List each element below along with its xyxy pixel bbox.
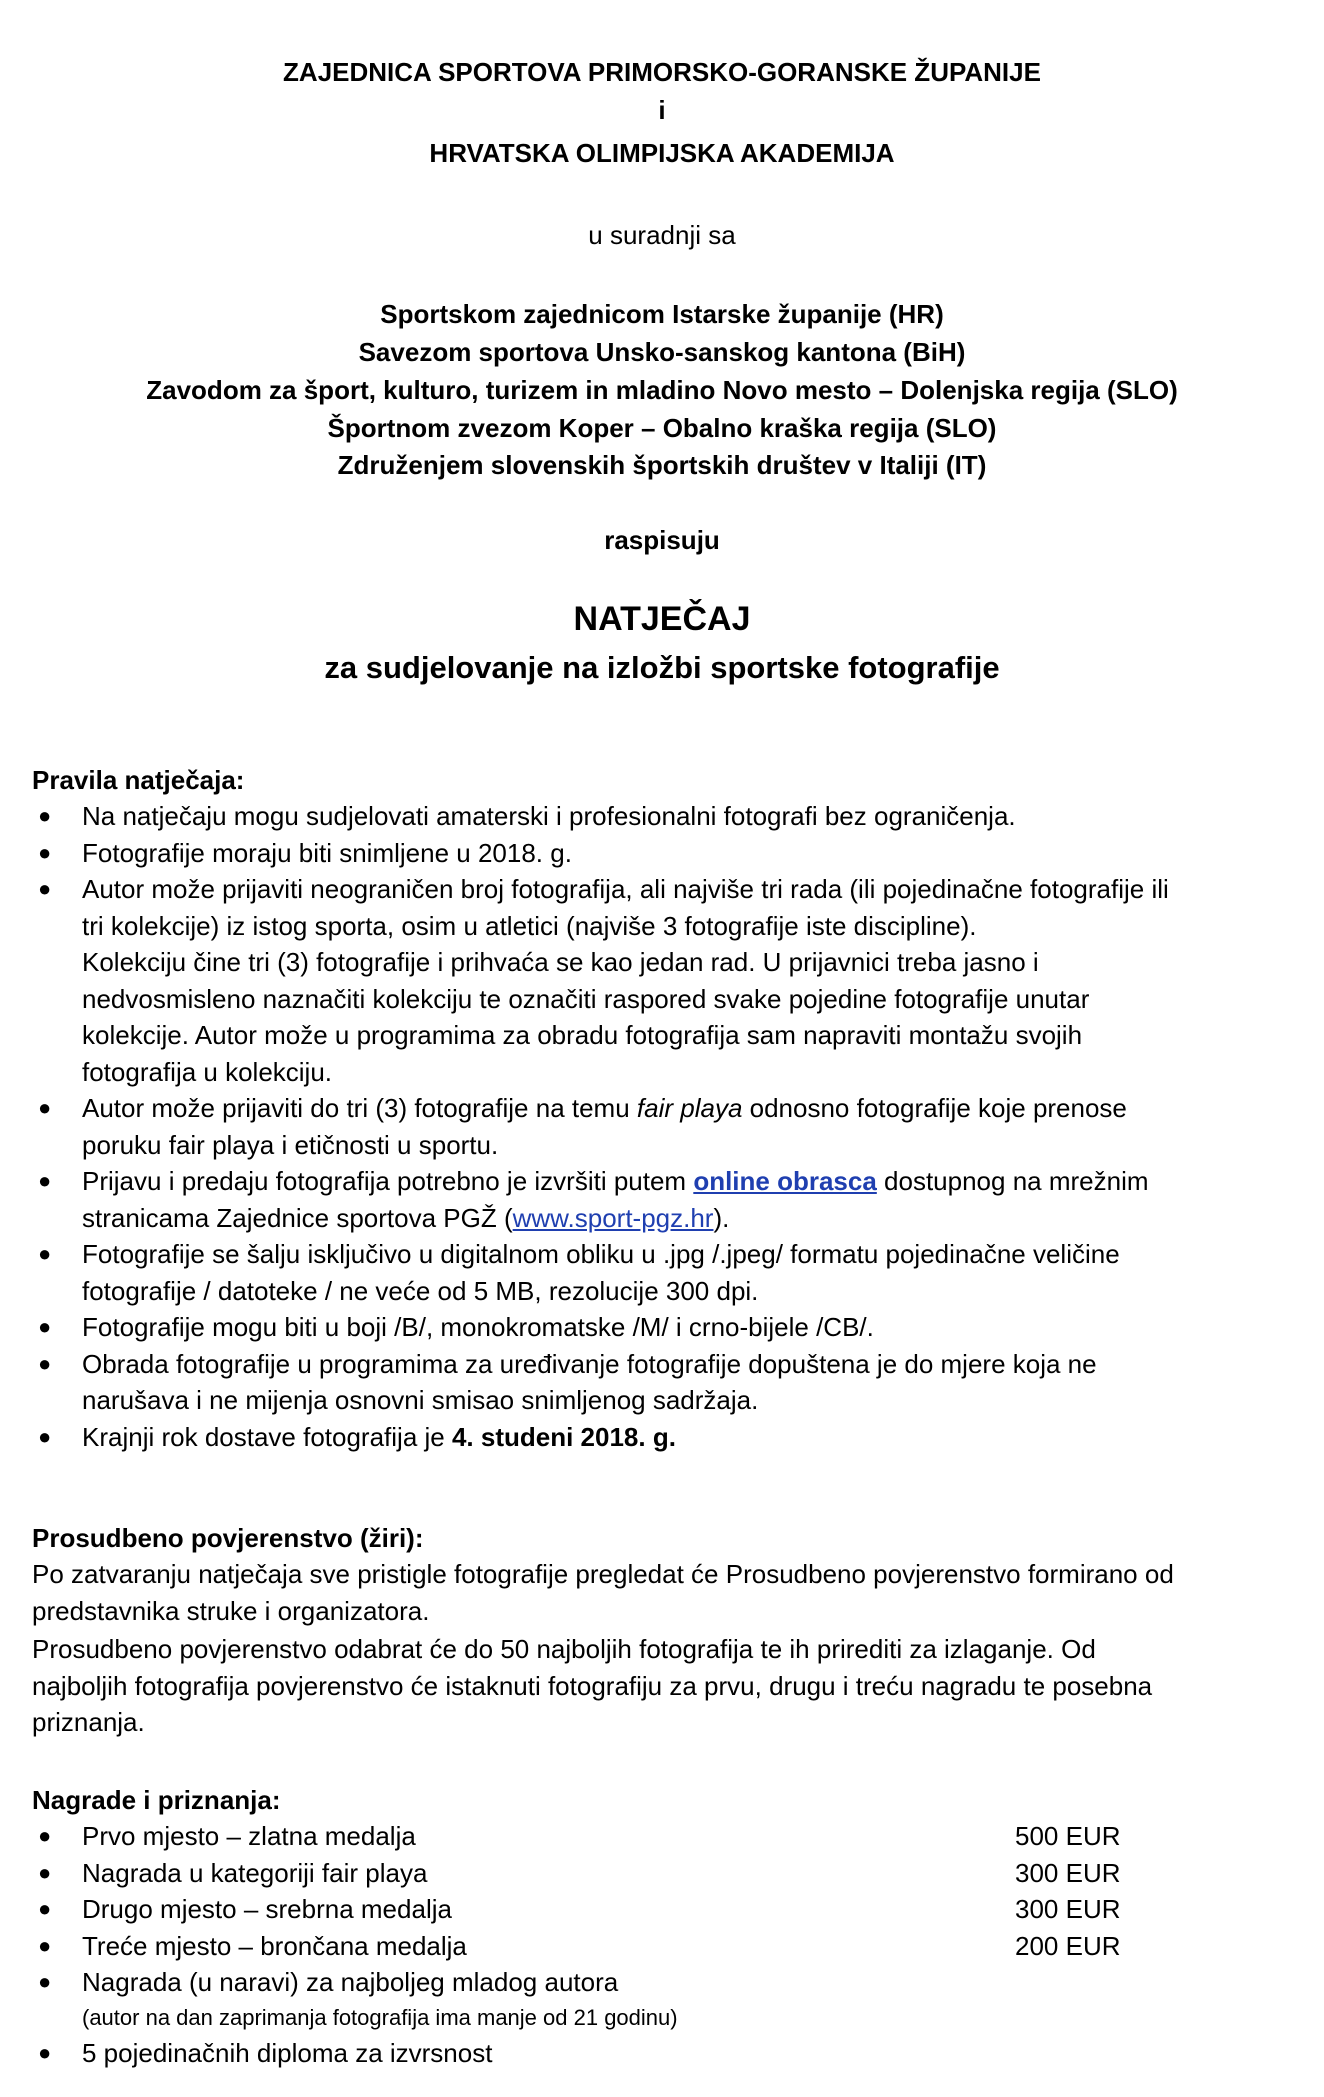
list-item: ● Autor može prijaviti do tri (3) fotografije na temu fair playa odnosno fotografije koje prenose poruku fair playa i etičnosti u sportu. (32, 1090, 1296, 1163)
young-author-note: (autor na dan zaprimanja fotografija ima manje od 21 godinu) (82, 2004, 678, 2030)
prize-item: ● 5 pojedinačnih diploma za izvrsnost (32, 2035, 1296, 2072)
bullet-icon: ● (38, 1823, 52, 1848)
jury-heading: Prosudbeno povjerenstvo (žiri): (32, 1523, 424, 1553)
prize-item: ● Nagrada (u naravi) za najboljeg mladog autora (autor na dan zaprimanja fotografija ima manje od 21 godinu) (32, 1964, 1296, 2035)
prize-item: ● Drugo mjesto – srebrna medalja 300 EUR (32, 1891, 1296, 1928)
bullet-icon: ● (38, 1859, 52, 1885)
cooperation-label: u suradnji sa (588, 220, 736, 250)
list-item: ● Fotografije moraju biti snimljene u 2018. g. (32, 835, 1296, 872)
partner-5: Združenjem slovenskih športskih društev v Italiji (IT) (337, 450, 987, 480)
bullet-icon: ● (38, 1932, 52, 1958)
prizes-list (32, 1818, 1296, 2071)
partner-4: Športnom zvezom Koper – Obalno kraška regija (SLO) (327, 413, 997, 443)
online-form-link[interactable]: online obrasca (693, 1166, 877, 1196)
list-item: ● Na natječaju mogu sudjelovati amaterski i profesionalni fotografi bez ograničenja. (32, 798, 1296, 835)
list-item: ● Fotografije se šalju isključivo u digitalnom obliku u .jpg /.jpeg/ formatu pojedinačne veličine fotografije / datoteke / ne veće od 5 MB, rezolucije 300 dpi. (32, 1236, 1296, 1309)
partner-1: Sportskom zajednicom Istarske županije (HR) (380, 299, 944, 329)
bullet-icon: ● (38, 1896, 52, 1921)
subtitle: za sudjelovanje na izložbi sportske fotografije (324, 650, 1000, 685)
rules-heading: Pravila natječaja: (32, 765, 245, 795)
bullet-icon: ● (38, 1423, 52, 1449)
bullet-icon: ● (38, 1350, 52, 1376)
partner-3: Zavodom za šport, kulturo, turizem in mladino Novo mesto – Dolenjska regija (SLO) (146, 375, 1178, 405)
prize-item: ● Prvo mjesto – zlatna medalja 500 EUR (32, 1818, 1296, 1855)
prize-amount: 500 EUR (1015, 1821, 1121, 1851)
list-item: ● Prijavu i predaju fotografija potrebno je izvršiti putem online obrasca dostupnog na mrežnim stranicama Zajednice sportova PGŽ (www.sport-pgz.hr). (32, 1163, 1296, 1236)
conjunction: i (658, 95, 666, 125)
rules-list (32, 798, 1296, 1455)
prize-amount: 200 EUR (1015, 1930, 1121, 1961)
jury-paragraph-1: Po zatvaranju natječaja sve pristigle fotografije pregledat će Prosudbeno povjerenstvo formirano od predstavnika struke i organizatora. (32, 1559, 1174, 1626)
partner-2: Savezom sportova Unsko-sanskog kantona (BiH) (358, 337, 966, 367)
jury-paragraph-2: Prosudbeno povjerenstvo odabrat će do 50 najboljih fotografija te ih prirediti za izlaganje. Od najboljih fotografija povjerenstvo će istaknuti fotografiju za prvu, drugu i treću nagradu te posebna priznanja. (32, 1634, 1153, 1737)
bullet-icon: ● (38, 2039, 52, 2065)
fair-play-emphasis: fair playa (636, 1093, 743, 1123)
list-item: ● Fotografije mogu biti u boji /B/, monokromatske /M/ i crno-bijele /CB/. (32, 1309, 1296, 1346)
list-item: ● Obrada fotografije u programima za uređivanje fotografije dopuštena je do mjere koja ne narušava i ne mijenja osnovni smisao snimljenog sadržaja. (32, 1346, 1296, 1419)
prize-amount: 300 EUR (1015, 1894, 1121, 1924)
list-item: ● Krajnji rok dostave fotografija je 4. studeni 2018. g. (32, 1419, 1296, 1456)
prize-item: ● Treće mjesto – brončana medalja 200 EUR (32, 1928, 1296, 1965)
prize-item: ● Nagrada u kategoriji fair playa 300 EUR (32, 1855, 1296, 1892)
deadline-date: 4. studeni 2018. g. (451, 1421, 676, 1452)
bullet-icon: ● (38, 876, 52, 901)
organizer-1: ZAJEDNICA SPORTOVA PRIMORSKO-GORANSKE ŽUPANIJE (283, 57, 1041, 87)
main-title: NATJEČAJ (573, 600, 751, 638)
bullet-icon: ● (38, 1095, 52, 1120)
bullet-icon: ● (38, 1314, 52, 1339)
prizes-heading: Nagrade i priznanja: (32, 1785, 281, 1815)
announce-label: raspisuju (604, 525, 720, 555)
organizer-2: HRVATSKA OLIMPIJSKA AKADEMIJA (429, 138, 895, 168)
bullet-icon: ● (38, 1241, 52, 1266)
bullet-icon: ● (38, 803, 52, 828)
prize-amount: 300 EUR (1015, 1857, 1121, 1888)
bullet-icon: ● (38, 839, 52, 865)
list-item: ● Autor može prijaviti neograničen broj fotografija, ali najviše tri rada (ili pojedinačne fotografije ili tri kolekcije) iz istog sporta, osim u atletici (najviše 3 fotografije iste discipline). Kolekciju čine tri (3) fotografije i prihvaća se kao jedan rad. U prijavnici treba jasno i nedvosmisleno naznačiti kolekciju te označiti raspored svake pojedine fotografije unutar kolekcije. Autor može u programima za obradu fotografija sam napraviti montažu svojih fotografija u kolekciju. (32, 871, 1296, 1090)
website-link[interactable]: www.sport-pgz.hr (512, 1202, 714, 1233)
bullet-icon: ● (38, 1969, 52, 1994)
bullet-icon: ● (38, 1168, 52, 1193)
